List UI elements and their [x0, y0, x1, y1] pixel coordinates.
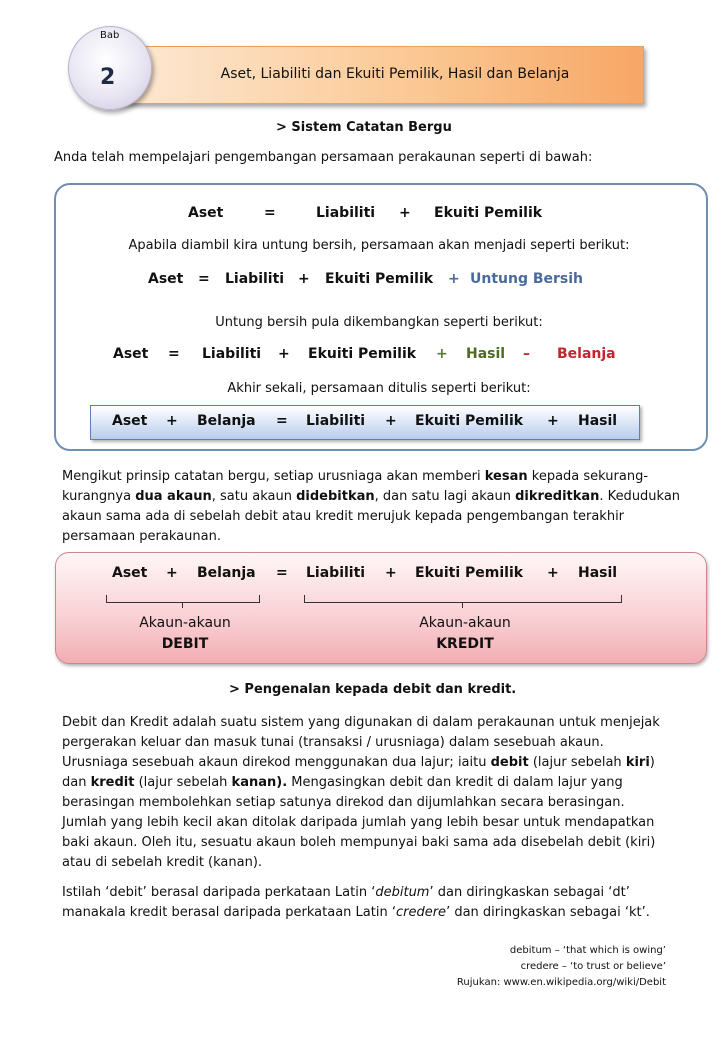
paragraph-catatan-bergu: Mengikut prinsip catatan bergu, setiap urusniaga akan memberi kesan kepada sekurang- kurangnya dua akaun, satu akaun didebitkan, dan satu lagi akaun dikreditkan. Kedudukan akaun sama ada di sebelah debit atau kredit merujuk kepada pengembangan terakhir persamaan perakaunan. [62, 469, 681, 544]
eq4-liabiliti: Liabiliti [306, 413, 366, 429]
eq1-plus: + [399, 205, 411, 221]
eq4-belanja: Belanja [197, 413, 256, 429]
bab-number: 2 [100, 65, 116, 90]
eq1-aset: Aset [188, 205, 224, 221]
eq4-plus2: + [385, 413, 397, 429]
eq3-liabiliti: Liabiliti [202, 346, 262, 362]
eq3-hasil: Hasil [466, 346, 506, 362]
section-heading-pengenalan: > Pengenalan kepada debit dan kredit. [229, 682, 517, 697]
debit-brace-tick [182, 602, 183, 608]
debit-accounts-label: Akaun-akaun [139, 615, 231, 631]
eq4-hasil: Hasil [578, 413, 618, 429]
eq4-aset: Aset [112, 413, 148, 429]
eq3-belanja: Belanja [557, 346, 616, 362]
pk-plus3: + [547, 565, 559, 581]
kredit-brace-tick [462, 602, 463, 608]
section-heading-sistem: > Sistem Catatan Bergu [276, 120, 452, 135]
pk-plus2: + [385, 565, 397, 581]
paragraph-latin-origin: Istilah ‘debit’ berasal daripada perkataan Latin ‘debitum’ dan diringkaskan sebagai ‘dt’ manakala kredit berasal daripada perkataan Latin ‘credere’ dan diringkaskan sebagai ‘kt’. [62, 885, 650, 920]
eq3-plus2: + [436, 346, 448, 362]
pk-hasil: Hasil [578, 565, 618, 581]
eq1-ekuiti: Ekuiti Pemilik [434, 205, 543, 221]
ref-debitum: debitum – ‘that which is owing’ [509, 945, 666, 956]
eq3-minus: – [523, 346, 530, 362]
pk-ekuiti: Ekuiti Pemilik [415, 565, 524, 581]
eq4-plus3: + [547, 413, 559, 429]
eq4-equals: = [276, 413, 288, 429]
ref-credere: credere – ‘to trust or believe’ [520, 961, 666, 972]
eq2-plus2: + [448, 271, 460, 287]
eq2-plus: + [298, 271, 310, 287]
eq2-equals: = [198, 271, 210, 287]
eq3-equals: = [168, 346, 180, 362]
intro-text: Anda telah mempelajari pengembangan persamaan perakaunan seperti di bawah: [54, 150, 593, 165]
eq2-aset: Aset [148, 271, 184, 287]
note-untung: Apabila diambil kira untung bersih, persamaan akan menjadi seperti berikut: [128, 238, 630, 253]
pk-plus: + [166, 565, 178, 581]
eq2-untung-bersih: Untung Bersih [470, 271, 584, 287]
eq4-ekuiti: Ekuiti Pemilik [415, 413, 524, 429]
debit-word: DEBIT [161, 636, 209, 652]
note-akhir: Akhir sekali, persamaan ditulis seperti berikut: [227, 381, 531, 396]
eq1-equals: = [264, 205, 276, 221]
eq1-liabiliti: Liabiliti [316, 205, 376, 221]
ref-source: Rujukan: www.en.wikipedia.org/wiki/Debit [456, 977, 666, 988]
eq3-plus: + [278, 346, 290, 362]
pk-belanja: Belanja [197, 565, 256, 581]
bab-label: Bab [100, 30, 120, 41]
pk-aset: Aset [112, 565, 148, 581]
paragraph-debit-kredit: Debit dan Kredit adalah suatu sistem yang digunakan di dalam perakaunan untuk menjejak pergerakan keluar dan masuk tunai (transaksi / urusniaga) dalam sesebuah akaun. Urusniaga sesebuah akaun direkod menggunakan dua lajur; iaitu debit (lajur sebelah kiri) dan kredit (lajur sebelah kanan). Mengasingkan debit dan kredit di dalam lajur yang berasingan membolehkan setiap satunya direkod dan dijumlahkan secara berasingan. Jumlah yang lebih kecil akan ditolak daripada jumlah yang lebih besar untuk mendapatkan baki akaun. Oleh itu, sesuatu akaun boleh mempunyai baki sama ada disebelah debit (kiri) atau di sebelah kredit (kanan). [62, 715, 660, 870]
kredit-word: KREDIT [436, 636, 494, 652]
pk-liabiliti: Liabiliti [306, 565, 366, 581]
pk-equals: = [276, 565, 288, 581]
eq3-aset: Aset [113, 346, 149, 362]
chapter-title: Aset, Liabiliti dan Ekuiti Pemilik, Hasil dan Belanja [220, 66, 570, 82]
debit-brace [106, 595, 260, 603]
note-dikembangkan: Untung bersih pula dikembangkan seperti berikut: [215, 315, 543, 330]
eq2-liabiliti: Liabiliti [225, 271, 285, 287]
kredit-brace [304, 595, 622, 603]
eq3-ekuiti: Ekuiti Pemilik [308, 346, 417, 362]
eq2-ekuiti: Ekuiti Pemilik [325, 271, 434, 287]
kredit-accounts-label: Akaun-akaun [419, 615, 511, 631]
eq4-plus: + [166, 413, 178, 429]
